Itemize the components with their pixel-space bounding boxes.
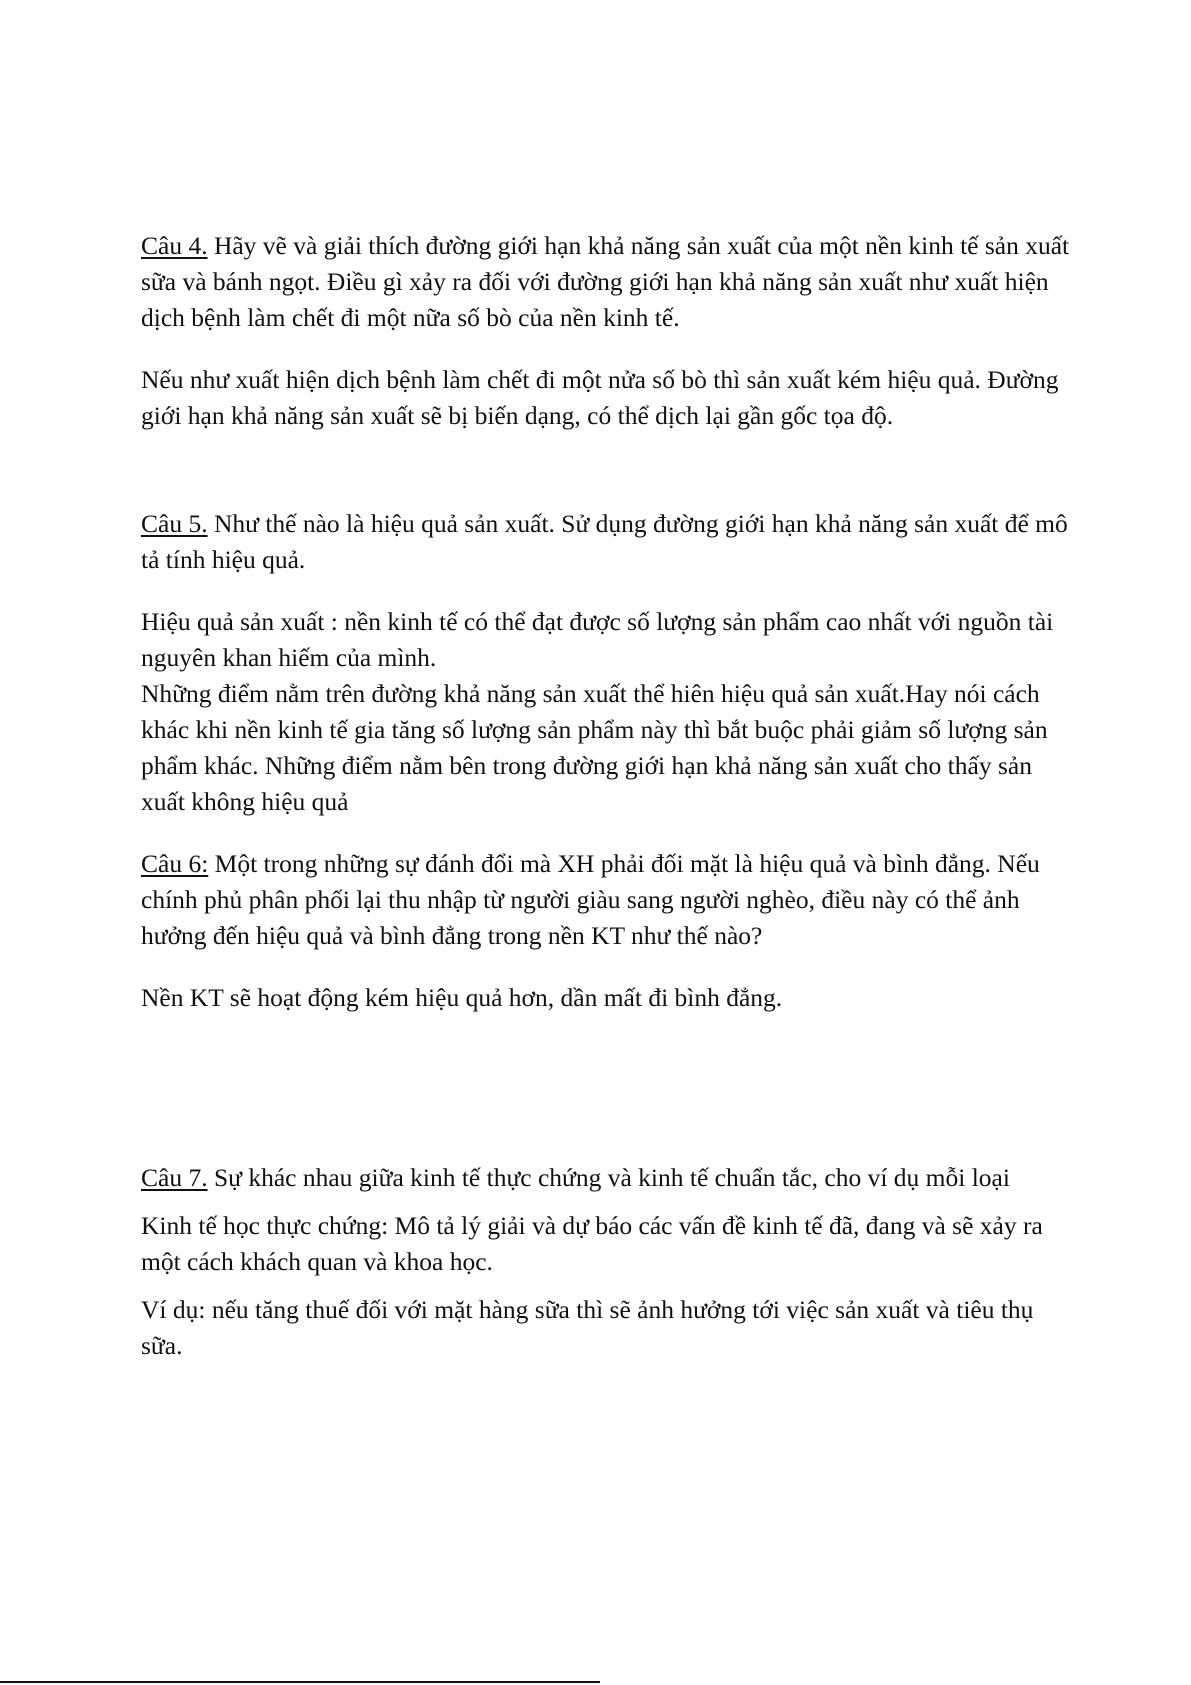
answer-7-example: Ví dụ: nếu tăng thuế đối với mặt hàng sữa thì sẽ ảnh hưởng tới việc sản xuất và tiêu thụ sữa. xyxy=(141,1295,1034,1360)
question-5 xyxy=(141,506,1071,578)
question-4-label: Câu 4. xyxy=(141,231,208,260)
answer-7-definition: Kinh tế học thực chứng: Mô tả lý giải và dự báo các vấn đề kinh tế đã, đang và sẽ xảy ra một cách khách quan và khoa học. xyxy=(141,1211,1043,1276)
question-4 xyxy=(141,228,1071,336)
question-5-text: Như thế nào là hiệu quả sản xuất. Sử dụng đường giới hạn khả năng sản xuất để mô tả tính hiệu quả. xyxy=(141,509,1068,574)
answer-5-definition: Hiệu quả sản xuất : nền kinh tế có thể đạt được số lượng sản phẩm cao nhất với nguồn tài nguyên khan hiếm của mình. xyxy=(141,607,1054,672)
answer-6: Nền KT sẽ hoạt động kém hiệu quả hơn, dần mất đi bình đẳng. xyxy=(141,983,783,1012)
page-bottom-rule xyxy=(0,1681,600,1683)
question-7-label: Câu 7. xyxy=(141,1163,208,1192)
question-5-label: Câu 5. xyxy=(141,509,208,538)
question-4-text: Hãy vẽ và giải thích đường giới hạn khả năng sản xuất của một nền kinh tế sản xuất sữa và bánh ngọt. Điều gì xảy ra đối với đường giới hạn khả năng sản xuất như xuất hiện dịch bệnh làm chết đi một nữa số bò của nền kinh tế. xyxy=(141,231,1070,332)
document-body xyxy=(141,228,1071,1364)
answer-4: Nếu như xuất hiện dịch bệnh làm chết đi một nửa số bò thì sản xuất kém hiệu quả. Đường giới hạn khả năng sản xuất sẽ bị biến dạng, có thể dịch lại gần gốc tọa độ. xyxy=(141,365,1059,430)
question-6-label: Câu 6: xyxy=(141,849,209,878)
question-7-text: Sự khác nhau giữa kinh tế thực chứng và kinh tế chuẩn tắc, cho ví dụ mỗi loại xyxy=(207,1163,1010,1192)
question-6 xyxy=(141,846,1071,954)
answer-5-explanation: Những điểm nằm trên đường khả năng sản xuất thể hiên hiệu quả sản xuất.Hay nói cách khác khi nền kinh tế gia tăng số lượng sản phẩm này thì bắt buộc phải giảm số lượng sản phẩm khác. Những điểm nằm bên trong đường giới hạn khả năng sản xuất cho thấy sản xuất không hiệu quả xyxy=(141,679,1048,816)
question-6-text: Một trong những sự đánh đổi mà XH phải đối mặt là hiệu quả và bình đẳng. Nếu chính phủ phân phối lại thu nhập từ người giàu sang người nghèo, điều này có thể ảnh hưởng đến hiệu quả và bình đẳng trong nền KT như thế nào? xyxy=(141,849,1040,950)
question-7 xyxy=(141,1160,1071,1196)
